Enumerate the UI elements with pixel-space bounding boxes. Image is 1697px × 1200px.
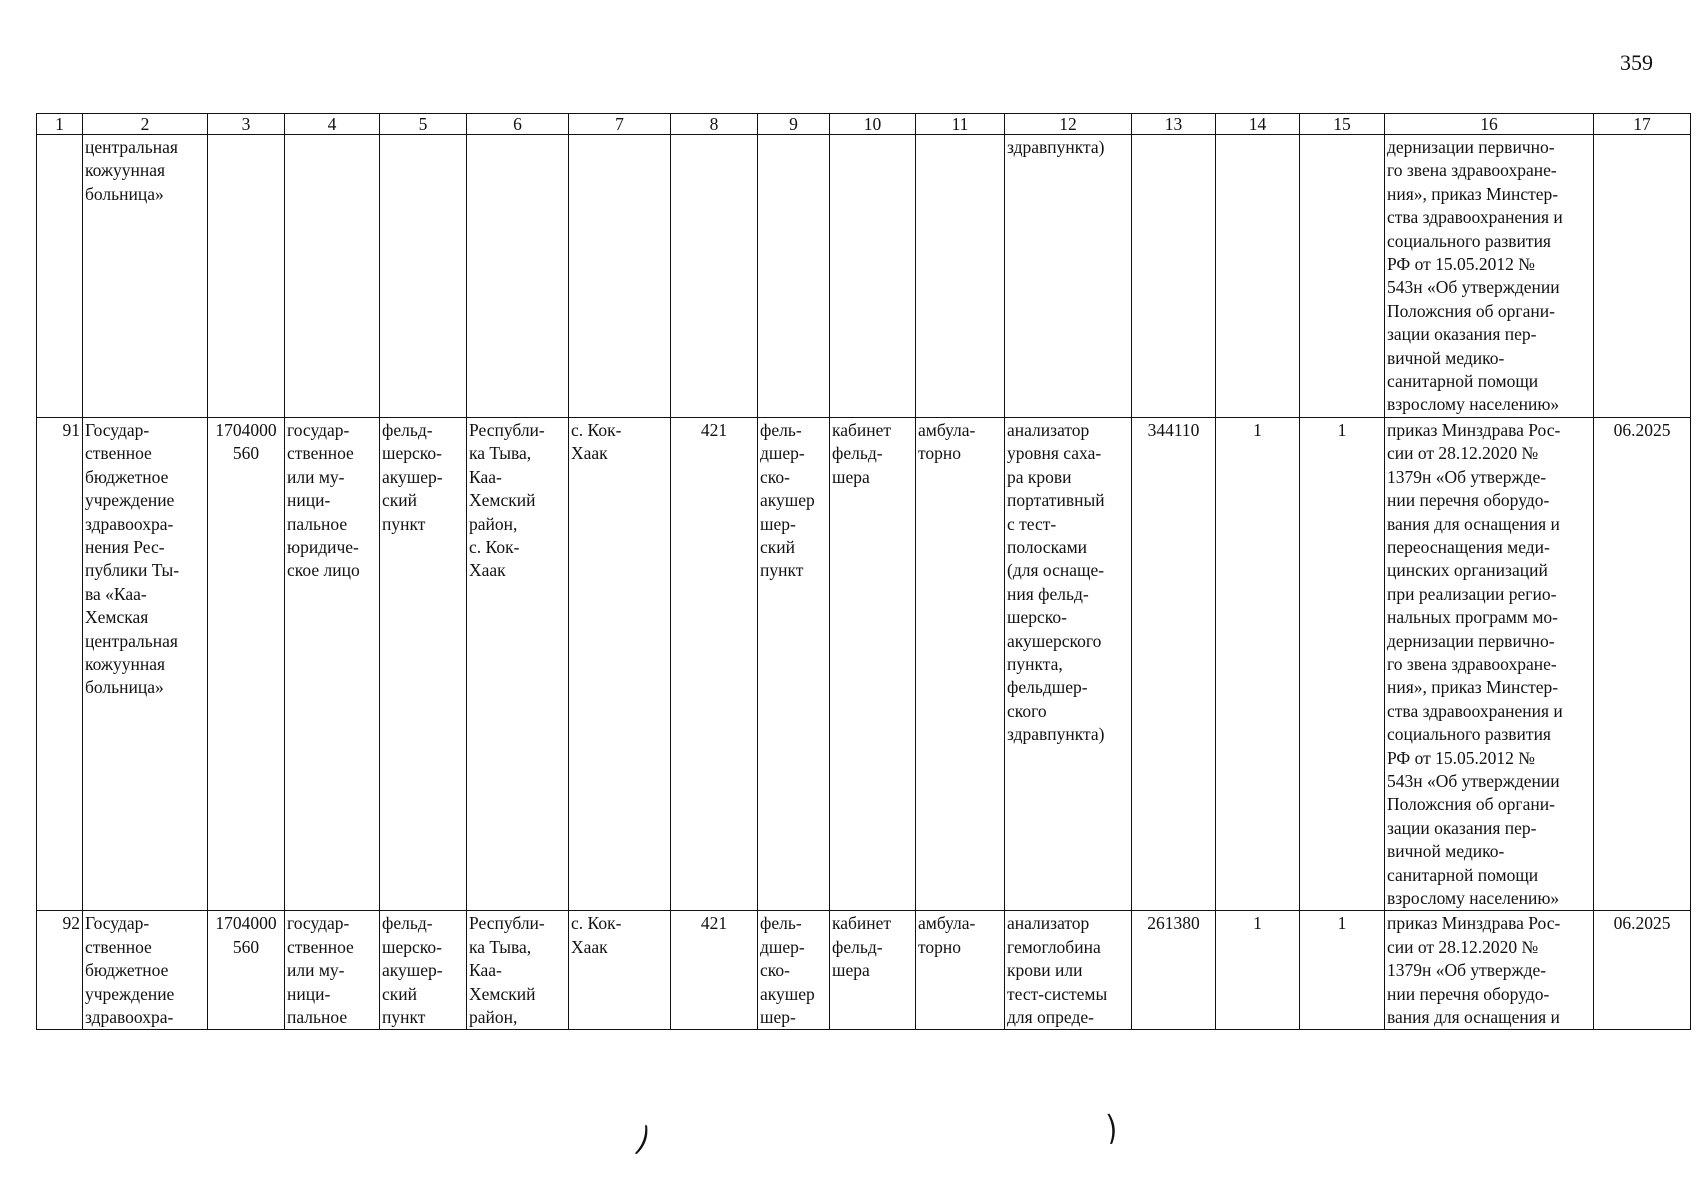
care-mode: амбула- торно bbox=[916, 417, 1005, 911]
column-number: 1 bbox=[37, 114, 83, 135]
settlement bbox=[569, 135, 671, 418]
equipment-name: анализатор уровня саха- ра крови портативный с тест- полосками (для оснаще- ния фельд- шерско- акушерского пункта, фельдшер- ского здравпункта) bbox=[1005, 417, 1132, 911]
deadline: 06.2025 bbox=[1594, 417, 1691, 911]
column-number: 9 bbox=[758, 114, 830, 135]
column-number: 10 bbox=[830, 114, 916, 135]
column-number: 15 bbox=[1300, 114, 1385, 135]
deadline bbox=[1594, 135, 1691, 418]
quantity-required bbox=[1216, 135, 1300, 418]
legal-basis: приказ Минздрава Рос- сии от 28.12.2020 № 1379н «Об утвержде- нии перечня оборудо- вания для оснащения и bbox=[1385, 911, 1594, 1030]
registry-table bbox=[36, 113, 1691, 1030]
organization-name: центральная кожуунная больница» bbox=[83, 135, 208, 418]
column-number: 16 bbox=[1385, 114, 1594, 135]
organization-name: Государ- ственное бюджетное учреждение здравоохра- bbox=[83, 911, 208, 1030]
address: Республи- ка Тыва, Каа- Хемский район, bbox=[467, 911, 569, 1030]
department bbox=[830, 135, 916, 418]
column-number: 12 bbox=[1005, 114, 1132, 135]
legal-basis: приказ Минздрава Рос- сии от 28.12.2020 № 1379н «Об утвержде- нии перечня оборудо- вания для оснащения и переоснащения меди- цинских организаций при реализации регио- нальных программ мо- дернизации первично- го звена здравоохране- ния», приказ Минстер- ства здравоохранения и социального развития РФ от 15.05.2012 № 543н «Об утверждении Положсния об органи- зации оказания пер- вичной медико- санитарной помощи взрослому населению» bbox=[1385, 417, 1594, 911]
unit-type: фель- дшер- ско- акушер шер- ский пункт bbox=[758, 417, 830, 911]
address: Республи- ка Тыва, Каа- Хемский район, с. Кок- Хаак bbox=[467, 417, 569, 911]
department: кабинет фельд- шера bbox=[830, 417, 916, 911]
quantity-required: 1 bbox=[1216, 911, 1300, 1030]
inn-code: 1704000 560 bbox=[208, 911, 285, 1030]
column-number: 14 bbox=[1216, 114, 1300, 135]
settlement: с. Кок- Хаак bbox=[569, 911, 671, 1030]
unit-type bbox=[758, 135, 830, 418]
quantity-planned bbox=[1300, 135, 1385, 418]
settlement: с. Кок- Хаак bbox=[569, 417, 671, 911]
column-number: 11 bbox=[916, 114, 1005, 135]
facility-type: фельд- шерско- акушер- ский пункт bbox=[380, 911, 467, 1030]
page-number: 359 bbox=[1620, 50, 1653, 75]
facility-type bbox=[380, 135, 467, 418]
unit-type: фель- дшер- ско- акушер шер- bbox=[758, 911, 830, 1030]
column-number: 6 bbox=[467, 114, 569, 135]
population: 421 bbox=[671, 911, 758, 1030]
population: 421 bbox=[671, 417, 758, 911]
legal-basis: дернизации первично- го звена здравоохране- ния», приказ Минстер- ства здравоохранения и социального развития РФ от 15.05.2012 № 543н «Об утверждении Положсния об органи- зации оказания пер- вичной медико- санитарной помощи взрослому населению» bbox=[1385, 135, 1594, 418]
care-mode: амбула- торно bbox=[916, 911, 1005, 1030]
inn-code: 1704000 560 bbox=[208, 417, 285, 911]
handwritten-mark: ‿ bbox=[1076, 1114, 1116, 1146]
column-number: 5 bbox=[380, 114, 467, 135]
row-number: 91 bbox=[37, 417, 83, 911]
legal-form: государ- ственное или му- ници- пальное bbox=[285, 911, 380, 1030]
department: кабинет фельд- шера bbox=[830, 911, 916, 1030]
equipment-code: 344110 bbox=[1132, 417, 1216, 911]
row-number bbox=[37, 135, 83, 418]
column-number: 2 bbox=[83, 114, 208, 135]
equipment-name: здравпункта) bbox=[1005, 135, 1132, 418]
equipment-code bbox=[1132, 135, 1216, 418]
row-number: 92 bbox=[37, 911, 83, 1030]
quantity-planned: 1 bbox=[1300, 911, 1385, 1030]
table-row bbox=[37, 911, 1691, 1030]
quantity-planned: 1 bbox=[1300, 417, 1385, 911]
legal-form: государ- ственное или му- ници- пальное юридиче- ское лицо bbox=[285, 417, 380, 911]
deadline: 06.2025 bbox=[1594, 911, 1691, 1030]
organization-name: Государ- ственное бюджетное учреждение здравоохра- нения Рес- публики Ты- ва «Каа- Хемская центральная кожуунная больница» bbox=[83, 417, 208, 911]
equipment-name: анализатор гемоглобина крови или тест-системы для опреде- bbox=[1005, 911, 1132, 1030]
column-number-row bbox=[37, 114, 1691, 135]
handwritten-mark: ‿ bbox=[606, 1115, 651, 1154]
column-number: 3 bbox=[208, 114, 285, 135]
column-number: 4 bbox=[285, 114, 380, 135]
inn-code bbox=[208, 135, 285, 418]
address bbox=[467, 135, 569, 418]
column-number: 7 bbox=[569, 114, 671, 135]
facility-type: фельд- шерско- акушер- ский пункт bbox=[380, 417, 467, 911]
table-row bbox=[37, 135, 1691, 418]
quantity-required: 1 bbox=[1216, 417, 1300, 911]
equipment-code: 261380 bbox=[1132, 911, 1216, 1030]
legal-form bbox=[285, 135, 380, 418]
care-mode bbox=[916, 135, 1005, 418]
column-number: 8 bbox=[671, 114, 758, 135]
population bbox=[671, 135, 758, 418]
table-row bbox=[37, 417, 1691, 911]
column-number: 13 bbox=[1132, 114, 1216, 135]
column-number: 17 bbox=[1594, 114, 1691, 135]
